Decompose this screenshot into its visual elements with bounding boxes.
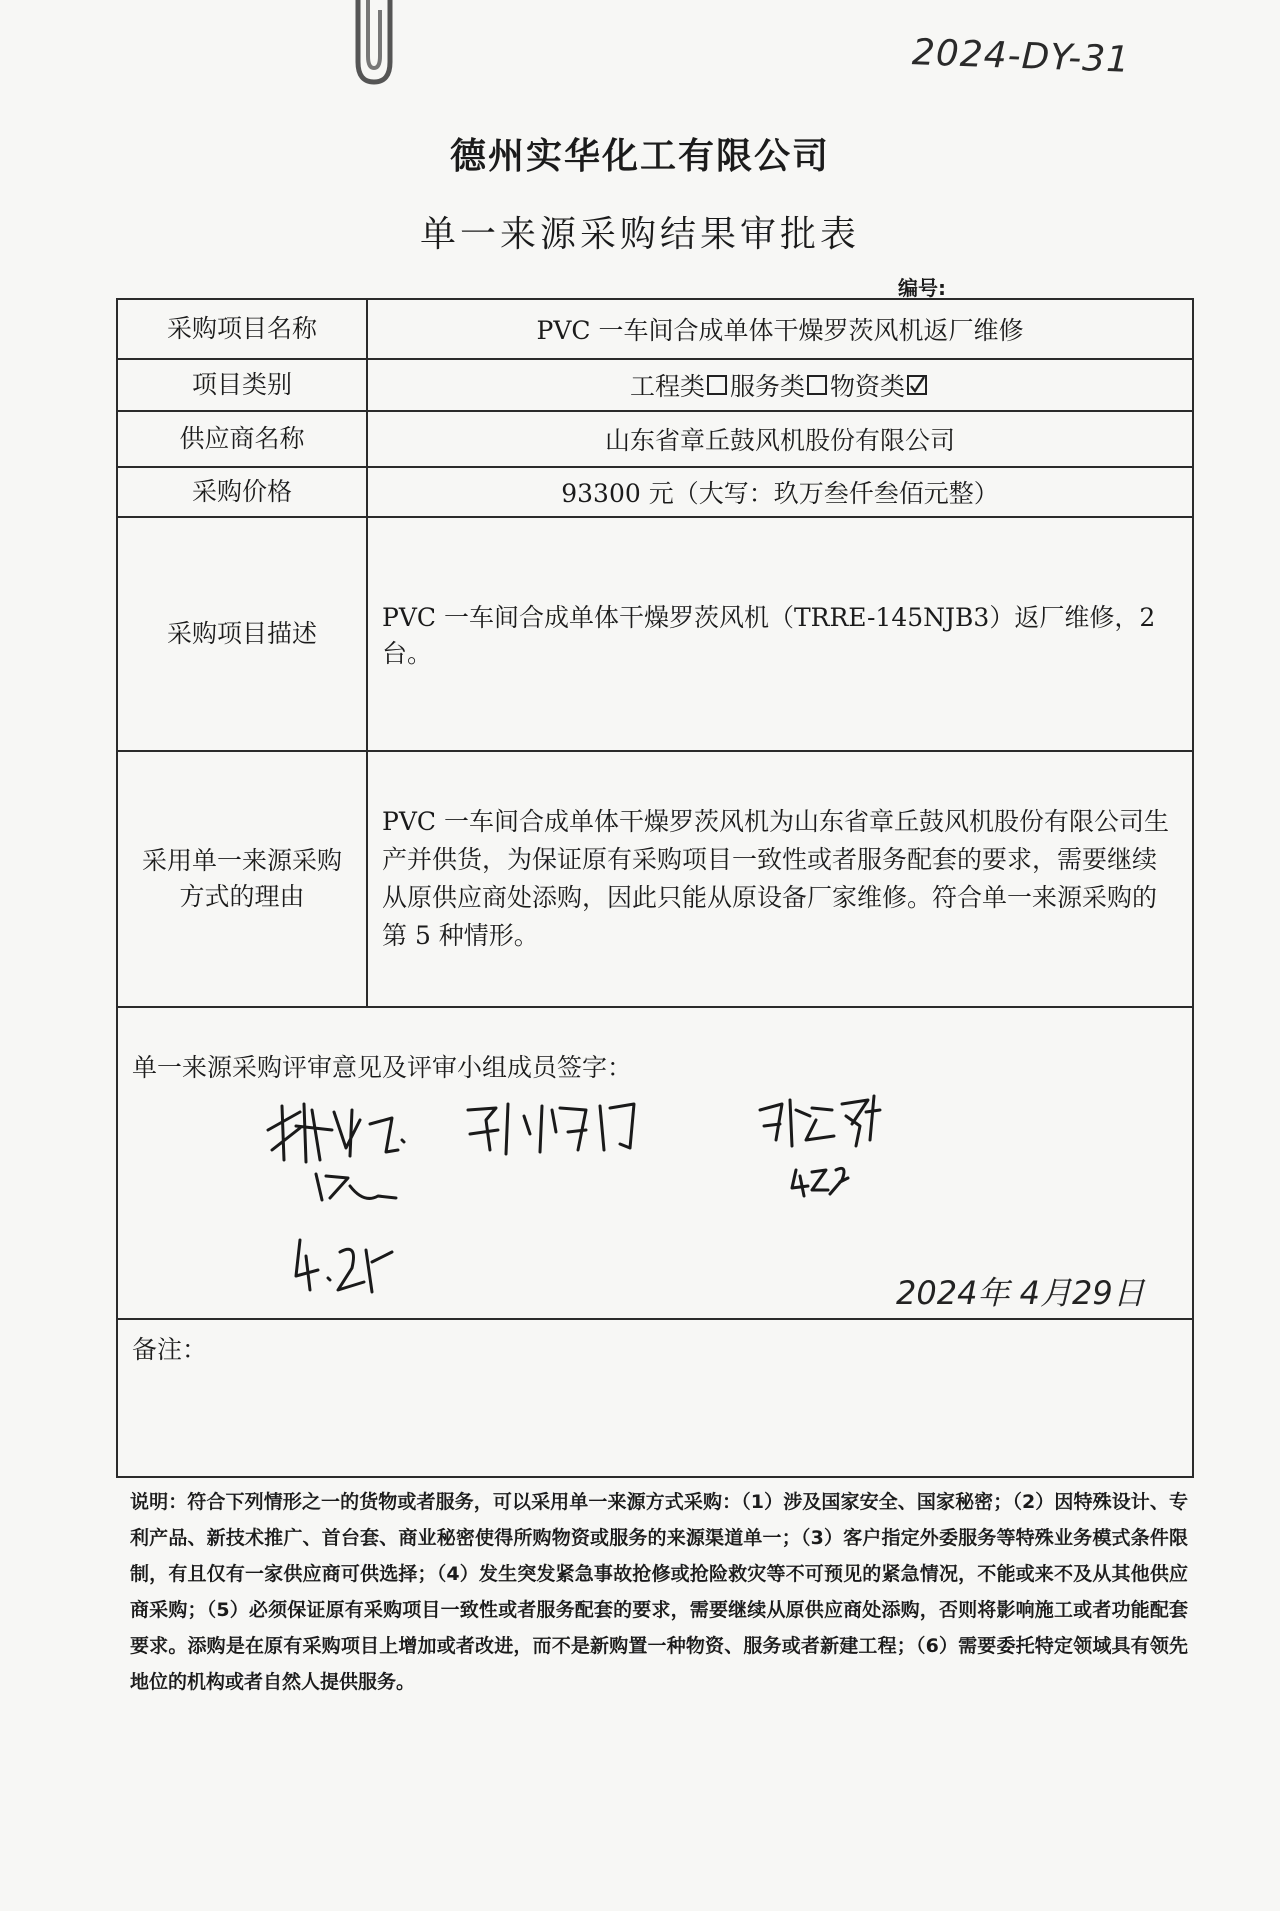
- category-option-service: 服务类: [729, 372, 805, 401]
- document-number: 2024-DY-31: [911, 32, 1131, 81]
- review-date: 2024年 4月29日: [896, 1274, 1145, 1312]
- reason-label: [118, 752, 368, 1006]
- paper-clip-icon: [344, 0, 404, 90]
- row-reason: [118, 752, 1192, 1008]
- reason-value-cell: [368, 752, 1192, 1006]
- row-project-name: [118, 300, 1192, 360]
- reason-label-line1: 采用单一来源采购: [141, 846, 342, 875]
- category-options: [368, 360, 1192, 410]
- category-option-materials: 物资类: [830, 372, 906, 401]
- description-value: PVC 一车间合成单体干燥罗茨风机（TRRE-145NJB3）返厂维修，2 台。: [382, 603, 1156, 668]
- review-divider: [118, 1318, 1192, 1320]
- category-label: 项目类别: [118, 360, 368, 410]
- project-name-value: PVC 一车间合成单体干燥罗茨风机返厂维修: [536, 316, 1024, 345]
- supplier-label: 供应商名称: [118, 412, 368, 466]
- review-opinion-label: 单一来源采购评审意见及评审小组成员签字：: [132, 1053, 633, 1082]
- supplier-value: 山东省章丘鼓风机股份有限公司: [604, 426, 955, 455]
- row-price: [118, 468, 1192, 518]
- project-name-label: 采购项目名称: [118, 300, 368, 358]
- remarks-label: 备注：: [132, 1335, 208, 1364]
- check-mark-icon: [909, 377, 925, 393]
- reason-label-line2: 方式的理由: [179, 882, 305, 911]
- reason-value: PVC 一车间合成单体干燥罗茨风机为山东省章丘鼓风机股份有限公司生产并供货，为保证原有采购项目一致性或者服务配套的要求，需要继续从原供应商处添购，因此只能从原设备厂家维修。符合单一来源采购的第 5 种情形。: [382, 807, 1169, 950]
- row-category: [118, 360, 1192, 412]
- row-description: [118, 518, 1192, 752]
- company-name: 德州实华化工有限公司: [449, 136, 830, 177]
- row-supplier: [118, 412, 1192, 468]
- checkbox-materials-checked[interactable]: [907, 375, 927, 395]
- checkbox-service[interactable]: [807, 375, 827, 395]
- price-value: 93300 元（大写：玖万叁仟叁佰元整）: [561, 479, 999, 508]
- price-label: 采购价格: [118, 468, 368, 516]
- notes-text: 说明：符合下列情形之一的货物或者服务，可以采用单一来源方式采购：（1）涉及国家安全、国家秘密；（2）因特殊设计、专利产品、新技术推广、首台套、商业秘密使得所购物资或服务的来源渠道单一；（3）客户指定外委服务等特殊业务模式条件限制，有且仅有一家供应商可供选择；（4）发生突发紧急事故抢修或抢险救灾等不可预见的紧急情况，不能或来不及从其他供应商采购；（5）必须保证原有采购项目一致性或者服务配套的要求，需要继续从原供应商处添购，否则将影响施工或者功能配套要求。添购是在原有采购项目上增加或者改进，而不是新购置一种物资、服务或者新建工程；（6）需要委托特定领域具有领先地位的机构或者自然人提供服务。: [130, 1491, 1188, 1693]
- description-label: 采购项目描述: [118, 518, 368, 750]
- form-title: 单一来源采购结果审批表: [419, 214, 860, 255]
- checkbox-engineering[interactable]: [707, 375, 727, 395]
- serial-number-label: 编号:: [898, 276, 946, 300]
- category-option-engineering: 工程类: [629, 372, 705, 401]
